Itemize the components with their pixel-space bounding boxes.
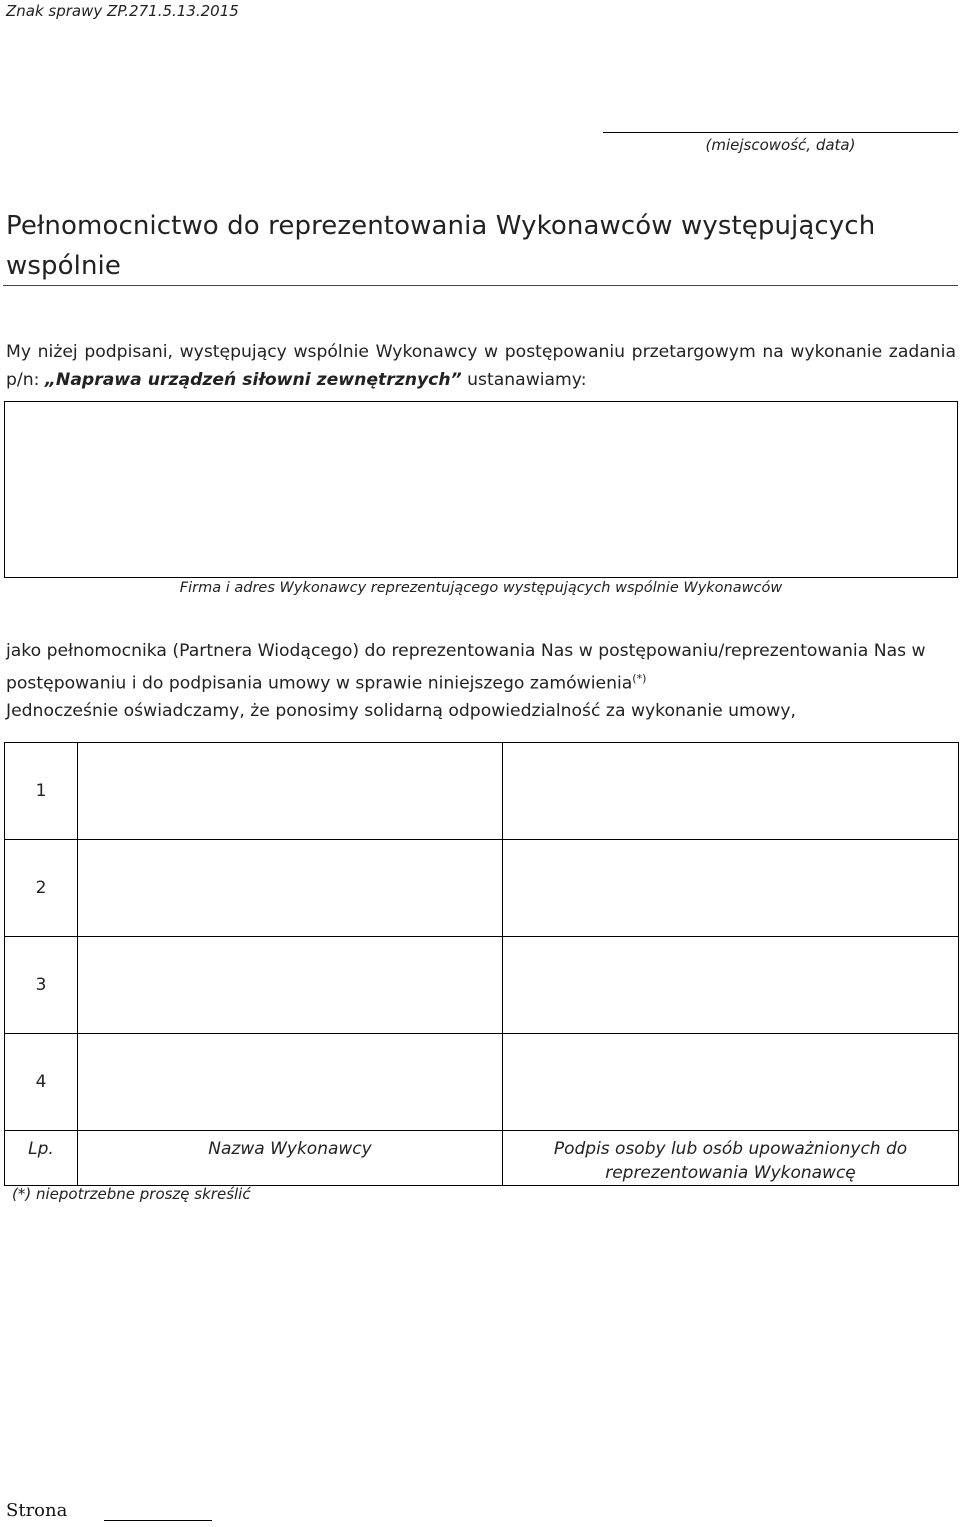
table-row	[5, 840, 959, 937]
project-name: „Naprawa urządzeń siłowni zewnętrznych”	[44, 370, 462, 390]
representative-firm-field[interactable]	[4, 401, 958, 578]
authorization-text: jako pełnomocnika (Partnera Wiodącego) do reprezentowania Nas w postępowaniu/reprezentowania Nas w postępowaniu i do podpisania umowy w sprawie niniejszego zamówienia	[6, 641, 926, 694]
footnote-mark: (*)	[632, 672, 647, 685]
signature-cell[interactable]	[503, 1034, 959, 1131]
footnote: (*) niepotrzebne proszę skreślić	[12, 1185, 251, 1203]
authorization-paragraph	[6, 638, 956, 725]
intro-paragraph	[6, 338, 956, 394]
contractor-name-cell[interactable]	[78, 840, 503, 937]
case-number: Znak sprawy ZP.271.5.13.2015	[6, 2, 239, 20]
title-divider	[3, 285, 958, 286]
contractor-name-cell[interactable]	[78, 1034, 503, 1131]
header-lp: Lp.	[5, 1131, 78, 1186]
intro-text-after: ustanawiamy:	[461, 370, 587, 390]
signature-cell[interactable]	[503, 743, 959, 840]
row-number: 3	[5, 937, 78, 1034]
place-date-line	[603, 132, 958, 133]
table-row	[5, 743, 959, 840]
header-signature: Podpis osoby lub osób upoważnionych do reprezentowania Wykonawcę	[503, 1131, 959, 1186]
document-title: Pełnomocnictwo do reprezentowania Wykonawców występujących wspólnie	[6, 211, 876, 281]
place-date-label: (miejscowość, data)	[705, 136, 856, 154]
intro-text-before: My niżej podpisani, występujący wspólnie Wykonawcy w postępowaniu przetargowym na wykonanie zadania p/n:	[6, 342, 956, 390]
page-number-line	[104, 1520, 212, 1521]
row-number: 2	[5, 840, 78, 937]
row-number: 1	[5, 743, 78, 840]
table-row	[5, 937, 959, 1034]
header-contractor-name: Nazwa Wykonawcy	[78, 1131, 503, 1186]
signature-cell[interactable]	[503, 937, 959, 1034]
firm-field-caption: Firma i adres Wykonawcy reprezentującego występujących wspólnie Wykonawców	[179, 580, 783, 596]
joint-liability-text: Jednocześnie oświadczamy, że ponosimy solidarną odpowiedzialność za wykonanie umowy,	[6, 700, 797, 721]
contractor-name-cell[interactable]	[78, 743, 503, 840]
contractor-name-cell[interactable]	[78, 937, 503, 1034]
table-row	[5, 1034, 959, 1131]
row-number: 4	[5, 1034, 78, 1131]
signers-table	[4, 742, 959, 1186]
signature-cell[interactable]	[503, 840, 959, 937]
page-label: Strona	[6, 1500, 68, 1521]
table-header-row	[5, 1131, 959, 1186]
